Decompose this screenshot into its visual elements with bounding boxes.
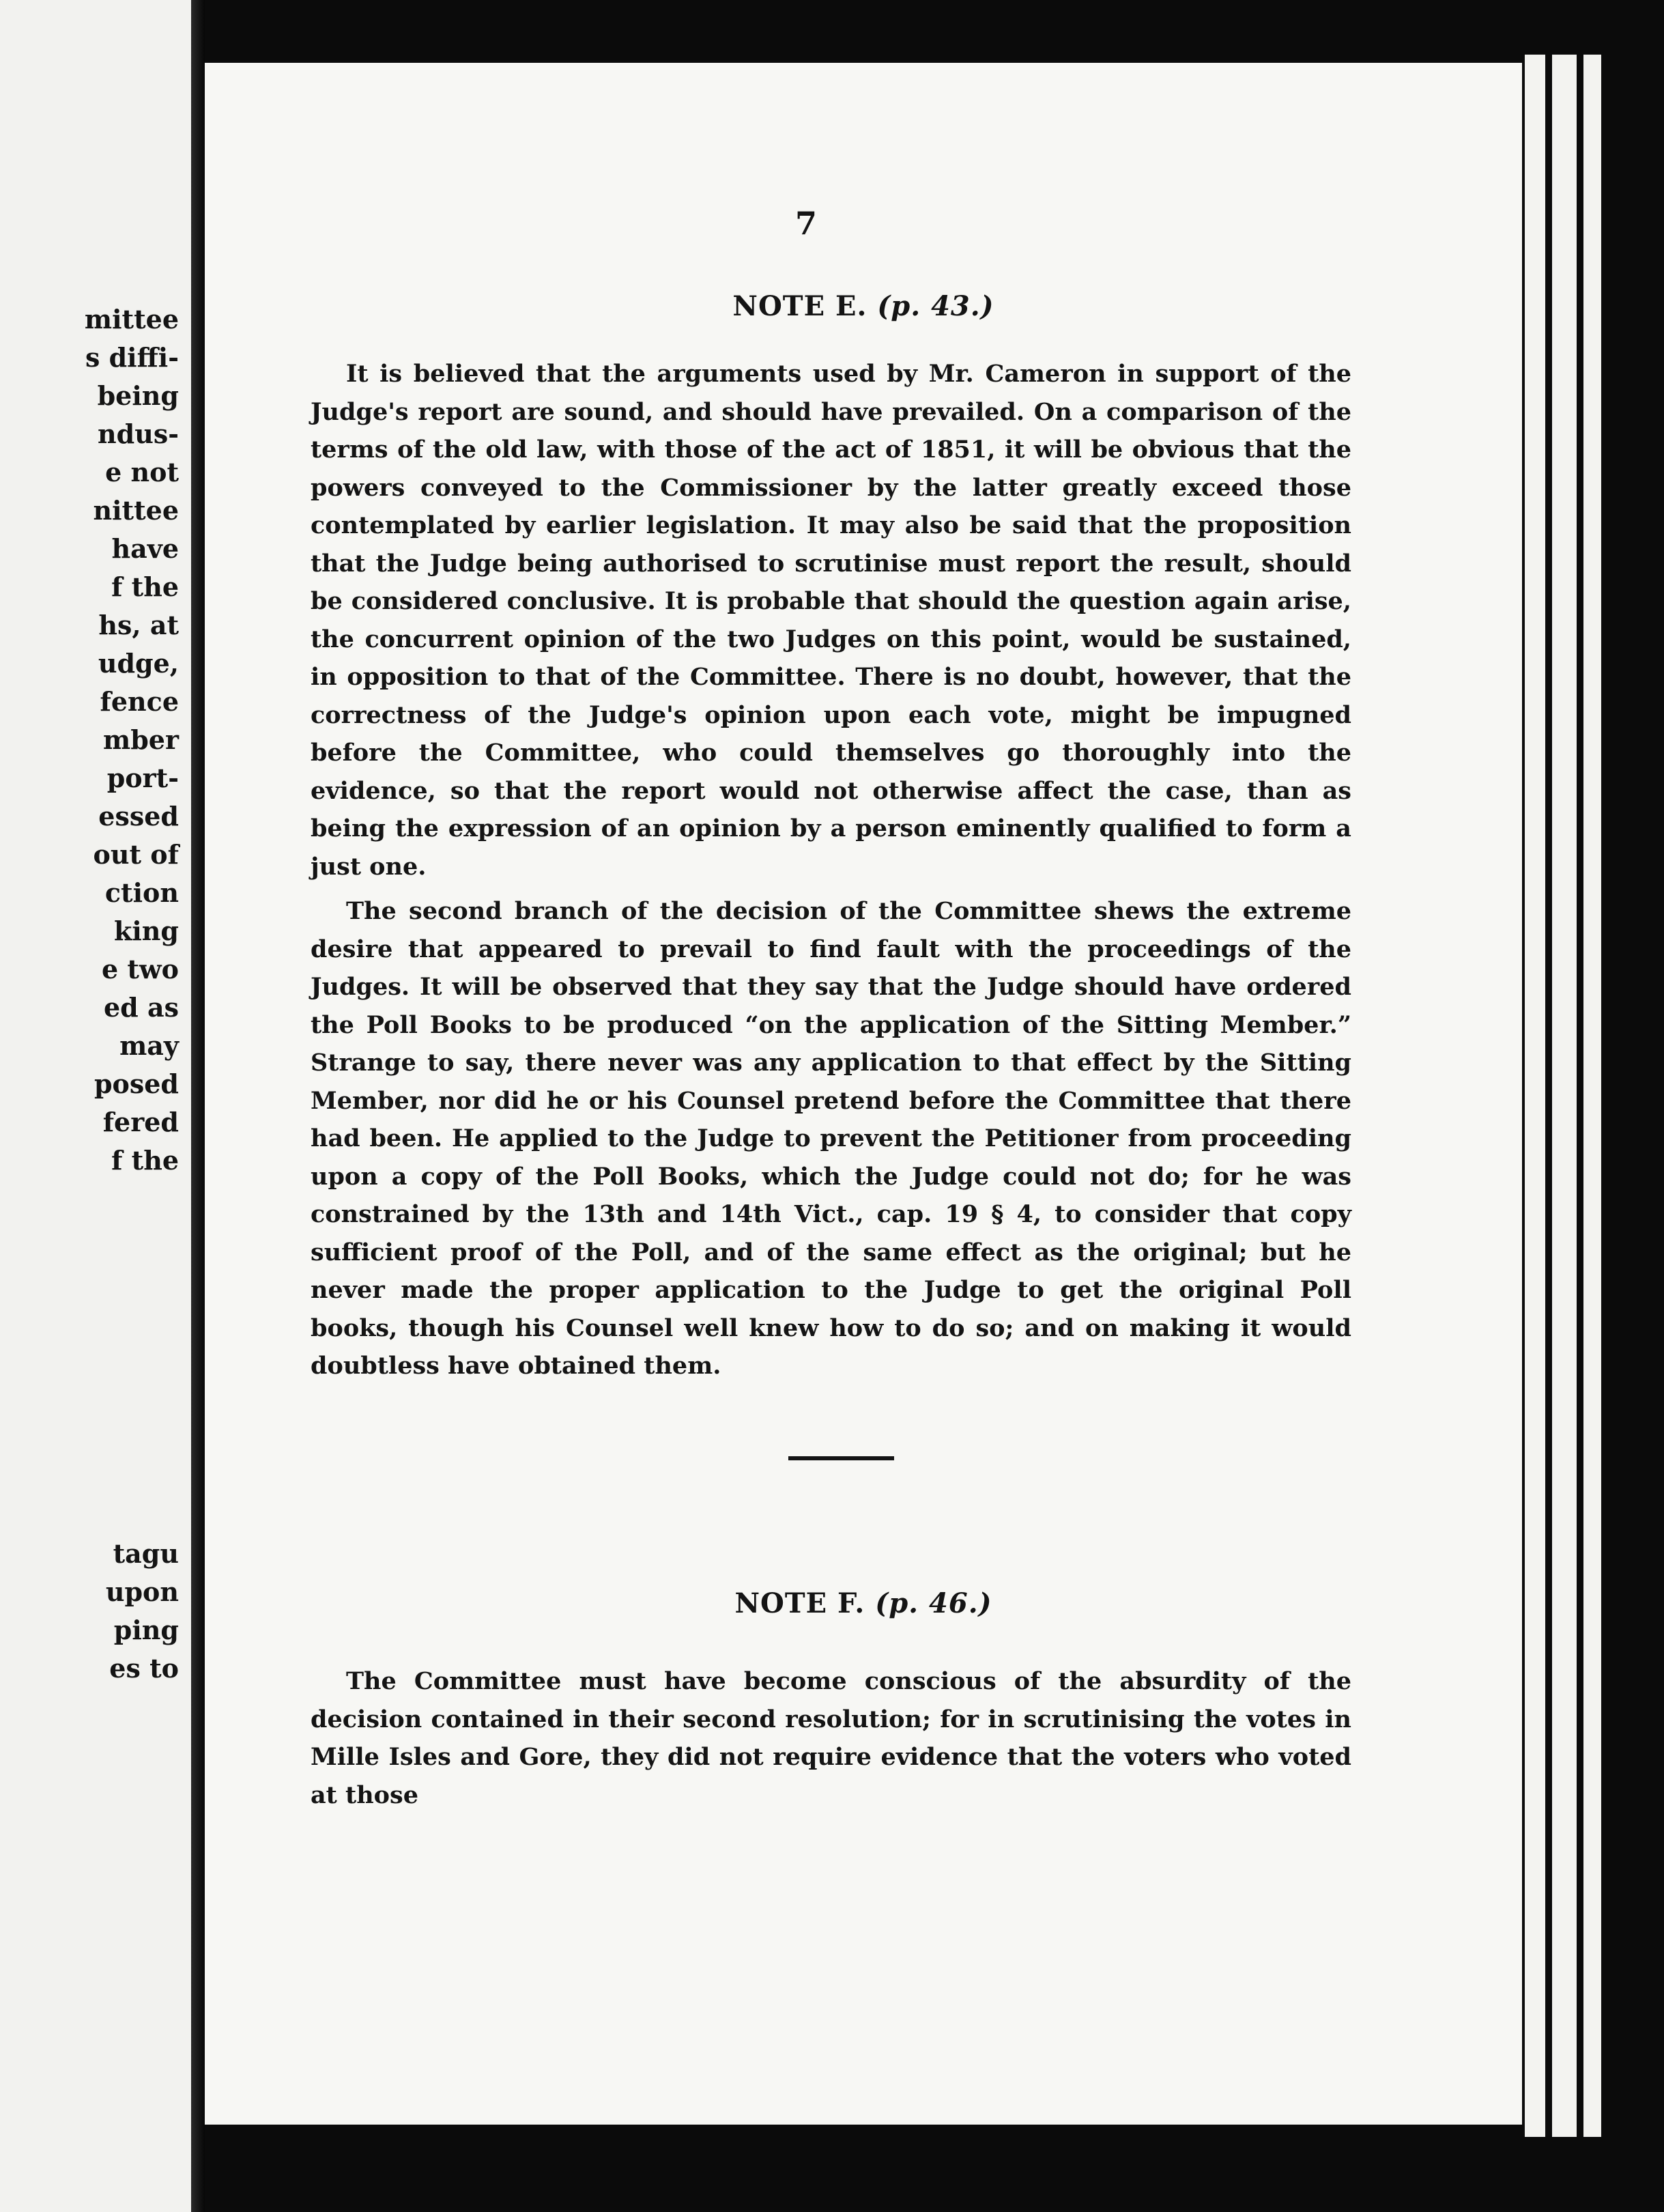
page-edge bbox=[1583, 55, 1601, 2137]
facing-page-line: ndus- bbox=[98, 419, 179, 449]
page-edge bbox=[1552, 55, 1577, 2137]
note-e-title: NOTE E. bbox=[732, 290, 867, 322]
facing-page-line: mber bbox=[103, 724, 179, 755]
page-number: 7 bbox=[795, 205, 818, 242]
note-e-body bbox=[311, 355, 1351, 1385]
facing-page-line: ping bbox=[113, 1615, 179, 1645]
facing-page-line: es to bbox=[109, 1653, 179, 1684]
page-edge bbox=[1525, 55, 1545, 2137]
facing-page-line: udge, bbox=[98, 648, 179, 679]
facing-page-line: have bbox=[111, 533, 179, 564]
facing-page-line: f the bbox=[111, 571, 179, 602]
facing-page bbox=[0, 0, 191, 2212]
note-e-heading bbox=[205, 290, 1522, 322]
facing-page-line: upon bbox=[105, 1576, 179, 1607]
facing-page-line: posed bbox=[94, 1068, 179, 1099]
facing-page-line: mittee bbox=[84, 304, 179, 335]
facing-page-line: nittee bbox=[93, 495, 179, 526]
facing-page-line: being bbox=[97, 380, 179, 411]
facing-page-line: port- bbox=[106, 763, 179, 793]
note-f-body bbox=[311, 1662, 1351, 1814]
note-f-paragraph-1: The Committee must have become conscious of the absurdity of the decision contained in their second resolution; for in scrutinising the votes in Mille Isles and Gore, they did not require evidence that the voters who voted at those bbox=[311, 1667, 1351, 1809]
facing-page-line: hs, at bbox=[98, 610, 179, 640]
facing-page-line: tagu bbox=[113, 1538, 179, 1569]
section-divider bbox=[788, 1456, 894, 1460]
facing-page-line: fered bbox=[102, 1107, 179, 1137]
facing-page-line: ction bbox=[104, 877, 179, 908]
facing-page-line: f the bbox=[111, 1145, 179, 1176]
note-f-heading bbox=[205, 1587, 1522, 1619]
note-e-paragraph-2: The second branch of the decision of the Committee shews the extreme desire that appeared to prevail to find fault with the proceedings of the Judges. It will be observed that they say that the Judge should have ordered the Poll Books to be produced “on the application of the Sitting Member.” Strange to say, there never was any application to that effect by the Sitting Member, nor did he or his Counsel pretend before the Committee that there had been. He applied to the Judge to prevent the Petitioner from proceeding upon a copy of the Poll Books, which the Judge could not do; for he was constrained by the 13th and 14th Vict., cap. 19 § 4, to consider that copy sufficient proof of the Poll, and of the same effect as the original; but he never made the proper application to the Judge to get the original Poll books, though his Counsel well knew how to do so; and on making it would doubtless have obtained them. bbox=[311, 897, 1351, 1380]
note-f-page-ref: (p. 46.) bbox=[875, 1587, 992, 1619]
facing-page-line: ed as bbox=[104, 992, 179, 1023]
facing-page-line: out of bbox=[93, 839, 179, 870]
facing-page-line: s diffi- bbox=[85, 342, 179, 373]
note-e-paragraph-1: It is believed that the arguments used by Mr. Cameron in support of the Judge's report are sound, and should have prevailed. On a comparison of the terms of the old law, with those of the act of 1851, it will be obvious that the powers conveyed to the Commissioner by the latter greatly exceed those contemplated by earlier legislation. It may also be said that the proposition that the Judge being authorised to scrutinise must report the result, should be considered conclusive. It is probable that should the question again arise, the concurrent opinion of the two Judges on this point, would be sustained, in opposition to that of the Committee. There is no doubt, however, that the correctness of the Judge's opinion upon each vote, might be impugned before the Committee, who could themselves go thoroughly into the evidence, so that the report would not otherwise affect the case, than as being the expression of an opinion by a person eminently qualified to form a just one. bbox=[311, 360, 1351, 881]
book-gutter bbox=[191, 0, 205, 2212]
facing-page-line: fence bbox=[100, 686, 179, 717]
facing-page-line: e two bbox=[101, 954, 179, 984]
facing-page-line: king bbox=[114, 916, 179, 946]
note-e-page-ref: (p. 43.) bbox=[877, 290, 994, 322]
facing-page-line: may bbox=[119, 1030, 179, 1061]
facing-page-line: essed bbox=[98, 801, 179, 832]
facing-page-line bbox=[85, 1180, 179, 1535]
note-f-title: NOTE F. bbox=[734, 1587, 865, 1619]
facing-page-text bbox=[85, 300, 179, 1688]
facing-page-line: e not bbox=[105, 457, 179, 487]
